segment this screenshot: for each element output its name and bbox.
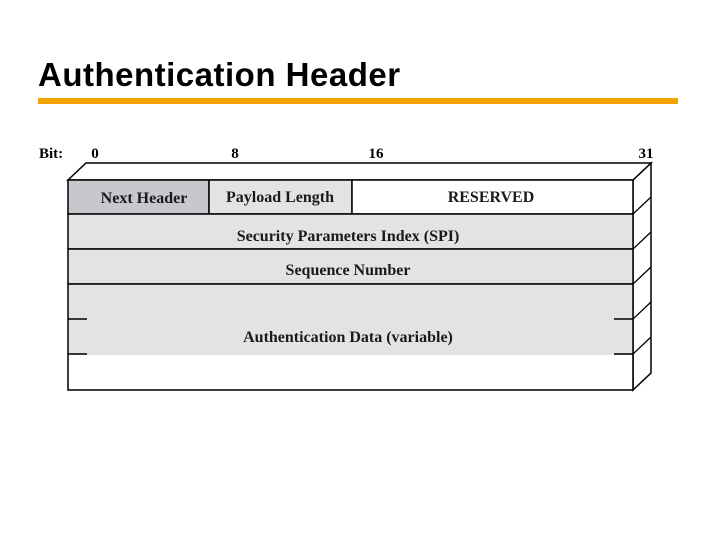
label-authentication-data: Authentication Data (variable) xyxy=(243,329,453,346)
box-top-face xyxy=(68,163,651,180)
bit-tick-16: 16 xyxy=(368,146,384,162)
slide-title: Authentication Header xyxy=(38,56,401,93)
bit-tick-0: 0 xyxy=(91,146,99,162)
label-payload-length: Payload Length xyxy=(225,189,335,206)
bit-ruler-label: Bit: xyxy=(39,146,64,162)
bit-tick-31: 31 xyxy=(638,146,654,162)
box-side-face xyxy=(633,163,651,390)
label-reserved: RESERVED xyxy=(447,189,535,206)
bit-tick-8: 8 xyxy=(231,146,239,162)
label-sequence-number: Sequence Number xyxy=(285,262,411,279)
label-spi: Security Parameters Index (SPI) xyxy=(236,228,460,245)
auth-data-continuation xyxy=(69,355,632,389)
label-next-header: Next Header xyxy=(100,190,188,207)
